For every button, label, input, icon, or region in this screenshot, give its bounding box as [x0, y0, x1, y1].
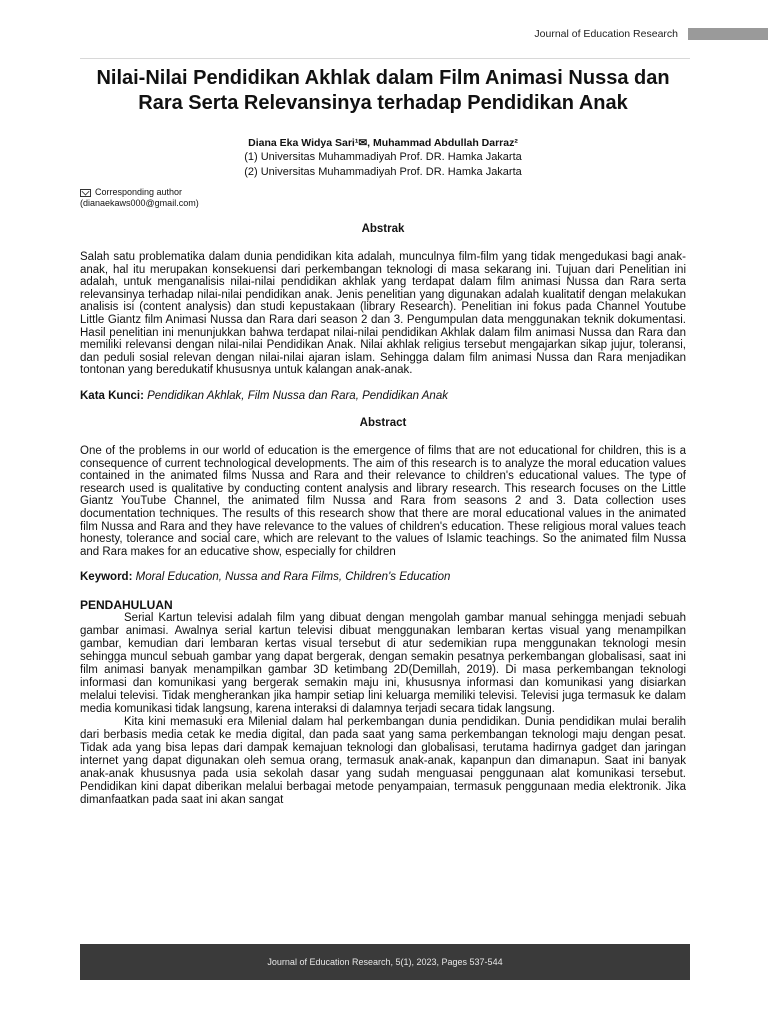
- pendahuluan-heading: PENDAHULUAN: [80, 598, 173, 613]
- author-list: Diana Eka Widya Sari¹✉, Muhammad Abdullah Darraz²: [248, 137, 518, 149]
- kata-kunci-values: Pendidikan Akhlak, Film Nussa dan Rara, Pendidikan Anak: [147, 389, 448, 402]
- pendahuluan-paragraph-1: Serial Kartun televisi adalah film yang dibuat dengan mengolah gambar manual sehingga menjadi sebuah gambar animasi. Awalnya serial kartun televisi dibuat menggunakan lembaran kertas visual yang menampilkan gambar, kemudian dari lembaran kertas visual tersebut di atur sedemikian rupa menggunakan teknologi mesin sehingga muncul sebuah gambar yang dapat bergerak, dengan semakin pesatnya perkembangan globalisasi, saat ini film animasi banyak menampilkan gambar 3D ketimbang 2D(Demillah, 2019). Di masa perkembangan teknologi informasi dan komunikasi yang bergerak semakin maju ini, khususnya informasi dan komunikasi yang disiarkan melalui televisi. Tidak mengherankan jika hampir setiap lini keluarga memiliki televisi. Televisi juga termasuk ke dalam media komunikasi tidak langsung, karena interaksi di dalamnya terjadi secara tidak langsung.: [80, 612, 686, 716]
- keywords-label: Keyword:: [80, 571, 133, 584]
- corresponding-author-text: Corresponding author: [95, 187, 183, 197]
- page-footer: [80, 944, 690, 980]
- corresponding-author-label: [80, 187, 686, 198]
- pendahuluan-paragraph-2: Kita kini memasuki era Milenial dalam hal perkembangan dunia pendidikan. Dunia pendidikan mulai beralih dari berbasis media cetak ke media digital, dan pada saat yang sama perkembangan teknologi maju dengan pesat. Tidak ada yang bisa lepas dari dampak kemajuan teknologi dan globalisasi, terutama hadirnya gadget dan jaringan internet yang dapat digunakan oleh semua orang, termasuk anak-anak, kapanpun dan dimanapun. Saat ini banyak anak-anak khususnya pada usia sekolah dasar yang sudah menguasai penggunaan alat komunikasi tersebut. Pendidikan kini dapat diberikan melalui berbagai metode penyampaian, termasuk penggunaan media elektronik. Jika dimanfaatkan pada saat ini akan sangat: [80, 716, 686, 807]
- footer-citation: Journal of Education Research, 5(1), 2023, Pages 537-544: [267, 957, 503, 967]
- keywords: [80, 571, 686, 584]
- affiliation-1: (1) Universitas Muhammadiyah Prof. DR. Hamka Jakarta: [244, 151, 522, 163]
- kata-kunci-label: Kata Kunci:: [80, 389, 144, 402]
- affiliation-2: (2) Universitas Muhammadiyah Prof. DR. Hamka Jakarta: [244, 166, 522, 178]
- abstract-text: One of the problems in our world of education is the emergence of films that are not educational for children, this is a consequence of current technological developments. The aim of this research is to analyze the moral education values contained in the animated films Nussa and Rara and their relevance to children's educational values. The type of research used is qualitative by conducting content analysis and library research. This research focuses on the Little Giantz YouTube Channel, the animated film Nussa and Rara from seasons 2 and 3. Data collection uses documentation techniques. The results of this research show that there are moral educational values in the animated film Nussa and Rara and they have relevance to the values of children's education. These religious moral values teach honesty, tolerance and social care, which are relevant to the values of Islamic teachings. So the animated film Nussa and Rara makes for an educative show, especially for children: [80, 444, 686, 558]
- header-divider: [80, 58, 690, 59]
- header-accent-bar: [688, 28, 768, 40]
- envelope-icon: [80, 189, 91, 197]
- article-content: [80, 66, 686, 807]
- abstrak-text: Salah satu problematika dalam dunia pendidikan kita adalah, munculnya film-film yang tidak mengedukasi bagi anak-anak, hal itu merupakan konsekuensi dari perkembangan teknologi di masa sekarang ini. Tujuan dari Penelitian ini adalah, untuk menganalisis nilai-nilai pendidikan akhlak yang terdapat dalam film animasi Nussa dan Rara serta relevansinya terhadap nilai-nilai pendidikan anak. Jenis penelitian yang digunakan adalah kualitatif dengan melakukan analisis isi (content analysis) dan studi kepustakaan (library Research). Penelitian ini fokus pada Channel Youtube Little Giantz film Animasi Nussa dan Rara dari season 2 dan 3. Pengumpulan data menggunakan teknik dokumentasi. Hasil penelitian ini menunjukkan bahwa terdapat nilai-nilai pendidikan Akhlak dalam film animasi Nussa dan Rara dan memiliki relevansi dengan nilai-nilai Pendidikan Anak. Nilai akhlak religius tersebut mengajarkan sikap jujur, toleransi, dan peduli sosial relevan dengan nilai-nilai ajaran islam. Sehingga dalam film animasi Nussa dan Rara menjadikan tontonan yang beredukatif khususnya untuk kalangan anak-anak.: [80, 251, 686, 377]
- journal-name: Journal of Education Research: [534, 28, 678, 40]
- keywords-values: Moral Education, Nussa and Rara Films, Children's Education: [135, 571, 451, 584]
- kata-kunci: [80, 390, 686, 403]
- abstrak-heading: Abstrak: [361, 223, 405, 235]
- journal-header: [0, 26, 768, 44]
- corresponding-email: (dianaekaws000@gmail.com): [80, 198, 199, 208]
- article-title: Nilai-Nilai Pendidikan Akhlak dalam Film Animasi Nussa dan Rara Serta Relevansinya terhadap Pendidikan Anak: [96, 67, 670, 114]
- abstract-heading: Abstract: [359, 416, 407, 429]
